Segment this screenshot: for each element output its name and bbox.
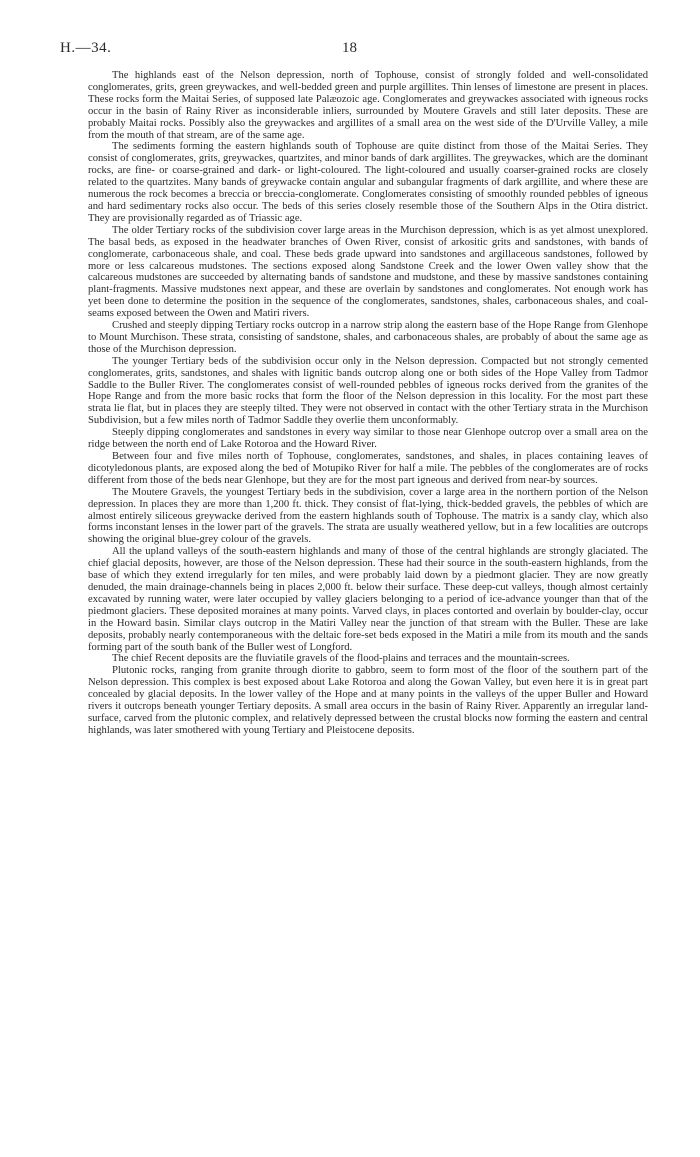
paragraph-rotoroa-conglomerates: Steeply dipping conglomerates and sandstones in every way similar to those near Glenhope outcrop over a small area on the ridge between the north end of Lake Rotoroa and the Howard River. bbox=[88, 427, 648, 451]
paragraph-motupiko-river: Between four and five miles north of Tophouse, conglomerates, sandstones, and shales, in places containing leaves of dicotyledonous plants, are exposed along the bed of Motupiko River for half a mile. The pebbles of the conglomerates are of rocks different from those of the beds near Glenhope, but they are for the most part igneous and derived from near-by sources. bbox=[88, 451, 648, 486]
paragraph-glacial-deposits: All the upland valleys of the south-eastern highlands and many of those of the central highlands are strongly glaciated. The chief glacial deposits, however, are those of the Nelson depression. These had their source in the south-eastern highlands, from the base of which they extend irregularly for ten miles, and were probably laid down by a piedmont glacier. They are now greatly denuded, the main drainage-channels being in places 2,000 ft. below their surface. These deep-cut valleys, though almost certainly excavated by running water, were later occupied by valley glaciers belonging to a period of ice-advance younger than that of the piedmont glaciers. These deposited moraines at many points. Varved clays, in places contorted and overlain by boulder-clay, occur in the Howard basin. Similar clays outcrop in the Matiri Valley near the junction of that stream with the Buller. These are lake deposits, probably nearly contemporaneous with the deltaic fore-set beds exposed in the Matiri a mile from its mouth and the sands forming part of the south bank of the Buller west of Longford. bbox=[88, 546, 648, 653]
paragraph-younger-tertiary: The younger Tertiary beds of the subdivision occur only in the Nelson depression. Compacted but not strongly cemented conglomerates, grits, sandstones, and shales with lignitic bands outcrop along one or both sides of the Hope Valley from Tadmor Saddle to the Buller River. The conglomerates consist of well-rounded pebbles of igneous rocks derived from the granites of the Hope Range and from the more basic rocks that form the floor of the Nelson depression in this locality. For the most part these strata lie flat, but in places they are steeply tilted. They were not observed in contact with the other Tertiary strata in the Murchison Subdivision, but a few miles north of Tadmor Saddle they overlie them unconformably. bbox=[88, 355, 648, 427]
paragraph-moutere-gravels: The Moutere Gravels, the youngest Tertiary beds in the subdivision, cover a large area in the northern portion of the Nelson depression. In places they are more than 1,200 ft. thick. They consist of flat-lying, thick-bedded gravels, the pebbles of which are almost entirely siliceous greywacke derived from the eastern highlands south of Tophouse. The matrix is a sandy clay, which also forms inconstant lenses in the lower part of the gravels. The strata are usually weathered yellow, but in a few localities are outcrops showing the original blue-grey colour of the gravels. bbox=[88, 486, 648, 546]
paragraph-plutonic-rocks: Plutonic rocks, ranging from granite through diorite to gabbro, seem to form most of the floor of the southern part of the Nelson depression. This complex is best exposed about Lake Rotoroa and along the Gowan Valley, but even here it is in great part concealed by glacial deposits. In the lower valley of the Hope and at many points in the valleys of the upper Buller and Howard rivers it outcrops beneath younger Tertiary deposits. A small area occurs in the basin of Rainy River. Apparently an irregular land-surface, carved from the plutonic complex, and relatively depressed between the crustal blocks now forming the eastern and central highlands, was later smothered with young Tertiary and Pleistocene deposits. bbox=[88, 665, 648, 736]
body-text bbox=[88, 70, 648, 737]
paragraph-older-tertiary: The older Tertiary rocks of the subdivision cover large areas in the Murchison depression, which is as yet almost unexplored. The basal beds, as exposed in the headwater branches of Owen River, consist of arkositic grits and sandstones, with bands of conglomerate, carbonaceous shale, and coal. These beds grade upward into sandstones and argillaceous sandstones, followed by more or less calcareous mudstones. The sections exposed along Sandstone Creek and the lower Owen valley show that the calcareous mudstones are succeeded by alternating bands of sandstone and mudstone, and these by massive sandstones containing plant-fragments. Massive mudstones next appear, and these are overlain by sandstones and conglomerates. Not enough work has yet been done to determine the position in the sequence of the conglomerates, sandstones, shales, carbonaceous shales, and coal-seams exposed between the Owen and Matiri rivers. bbox=[88, 224, 648, 320]
paragraph-hope-range-strip: Crushed and steeply dipping Tertiary rocks outcrop in a narrow strip along the eastern base of the Hope Range from Glenhope to Mount Murchison. These strata, consisting of sandstone, shales, and carbonaceous shales, are probably of about the same age as those of the Murchison depression. bbox=[88, 320, 648, 355]
page-number: 18 bbox=[342, 40, 357, 56]
document-reference: H.—34. bbox=[60, 40, 112, 56]
paragraph-maitai-series: The highlands east of the Nelson depression, north of Tophouse, consist of strongly folded and well-consolidated conglomerates, grits, green greywackes, and well-bedded green and purple argillites. Thin lenses of limestone are present in places. These rocks form the Maitai Series, of supposed late Palæozoic age. Conglomerates and greywackes associated with igneous rocks occur in the basin of Rainy River as inconsiderable inliers, surrounded by Moutere Gravels and still later deposits. These are probably Maitai rocks. Possibly also the greywackes and argillites of a small area on the west side of the D'Urville Valley, a mile from the mouth of that stream, are of the same age. bbox=[88, 70, 648, 141]
page-header bbox=[60, 40, 640, 60]
paragraph-triassic-sediments: The sediments forming the eastern highlands south of Tophouse are quite distinct from those of the Maitai Series. They consist of conglomerates, grits, greywackes, quartzites, and minor bands of dark argillites. The greywackes, which are the dominant rocks, are fine- or coarse-grained and dark- or light-coloured. The light-coloured and usually coarser-grained rocks are closely related to the quartzites. Many bands of greywacke contain angular and subangular fragments of dark argillite, and where these are numerous the rock becomes a breccia or breccia-conglomerate. Conglomerates consisting of smoothly rounded pebbles of igneous and hard sedimentary rocks also occur. The beds of this series closely resemble those of the Southern Alps in the Otira district. They are provisionally regarded as of Triassic age. bbox=[88, 141, 648, 224]
paragraph-recent-deposits: The chief Recent deposits are the fluviatile gravels of the flood-plains and terraces and the mountain-screes. bbox=[112, 653, 570, 665]
